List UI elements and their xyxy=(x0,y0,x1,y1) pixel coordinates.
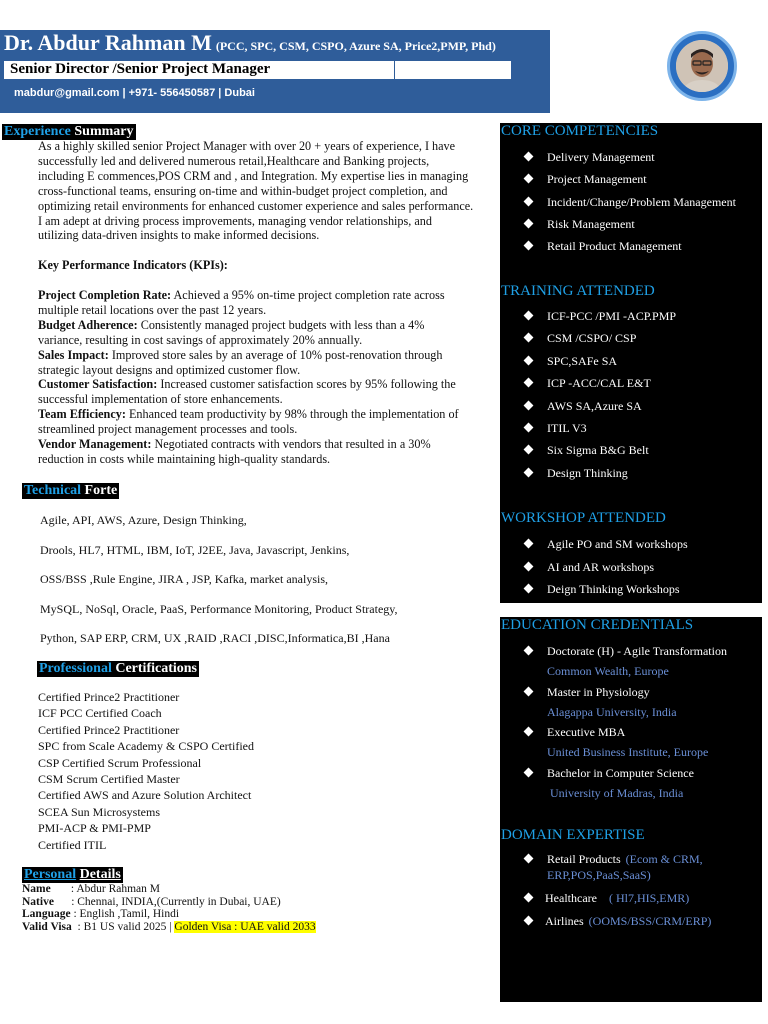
heading-accent: Technical xyxy=(24,483,82,498)
training-item xyxy=(525,354,617,369)
kpi-text: Negotiated contracts with vendors that resulted in a 30% xyxy=(151,437,431,452)
training-item-label: SPC,SAFe SA xyxy=(547,353,618,368)
education-item xyxy=(525,685,650,700)
summary-line: optimizing retail environments for enhanced customer experience and sales performance. xyxy=(38,198,474,213)
kpi-label: Project Completion Rate: xyxy=(38,288,172,302)
kpi-line xyxy=(38,377,498,392)
domain-expertise-heading: DOMAIN EXPERTISE xyxy=(501,827,645,843)
summary-line: As a highly skilled senior Project Manager with over 20 + years of experience, I have xyxy=(38,139,456,153)
tech-skill-line: MySQL, NoSql, Oracle, PaaS, Performance Monitoring, Product Strategy, xyxy=(40,601,398,616)
summary-line: I am adept at driving process improvements, managing vendor relationships, and xyxy=(38,213,432,228)
diamond-bullet-icon xyxy=(524,916,534,926)
kpi-text: strategic layout designs and optimized customer flow. xyxy=(38,362,301,377)
core-item-label: Delivery Management xyxy=(547,150,655,164)
kpi-label: Budget Adherence: xyxy=(38,317,138,332)
golden-visa-highlight: Golden Visa : UAE valid 2033 xyxy=(174,921,316,934)
personal-detail-label: Language xyxy=(22,908,71,921)
certification-item: SCEA Sun Microsystems xyxy=(38,804,161,819)
diamond-bullet-icon xyxy=(524,854,534,864)
personal-details-list xyxy=(22,883,316,934)
domain-detail: (OOMS/BSS/CRM/ERP) xyxy=(588,914,712,928)
education-degree: Master in Physiology xyxy=(547,684,650,699)
training-item xyxy=(525,466,628,481)
diamond-bullet-icon xyxy=(524,893,534,903)
summary-line: cross-functional teams, ensuring on-time and within-budget project completion, and xyxy=(38,183,448,198)
tech-skill-line: OSS/BSS ,Rule Engine, JIRA , JSP, Kafka, market analysis, xyxy=(40,572,329,587)
summary-line: including E commences,POS CRM and , and Integration. My expertise lies in managing xyxy=(38,168,469,183)
heading-rest: Certifications xyxy=(115,661,198,676)
diamond-bullet-icon xyxy=(524,311,534,321)
kpi-line xyxy=(38,318,498,333)
education-heading: EDUCATION CREDENTIALS xyxy=(501,617,694,633)
certification-item: Certified Prince2 Practitioner xyxy=(38,690,180,704)
kpi-line xyxy=(38,288,498,303)
education-school: Alagappa University, India xyxy=(547,704,677,719)
personal-detail-row xyxy=(22,883,316,896)
certification-item: Certified ITIL xyxy=(38,837,107,852)
training-item xyxy=(525,443,649,458)
kpi-text: Achieved a 95% on-time project completion rate across xyxy=(171,288,445,302)
workshop-heading: WORKSHOP ATTENDED xyxy=(501,510,666,526)
training-item xyxy=(525,376,651,391)
experience-summary-heading xyxy=(2,124,136,140)
diamond-bullet-icon xyxy=(524,333,534,343)
workshop-item xyxy=(525,582,680,597)
education-school: United Business Institute, Europe xyxy=(547,745,709,759)
training-item-label: ICF-PCC /PMI -ACP.PMP xyxy=(547,309,677,323)
education-degree: Executive MBA xyxy=(547,725,626,739)
technical-skills-list xyxy=(40,513,398,661)
diamond-bullet-icon xyxy=(524,445,534,455)
experience-summary-text xyxy=(38,139,498,243)
personal-detail-value: Chennai, INDIA,(Currently in Dubai, UAE) xyxy=(77,895,281,908)
personal-detail-value: English ,Tamil, Hindi xyxy=(79,908,180,921)
diamond-bullet-icon xyxy=(524,400,534,410)
core-item xyxy=(525,172,647,187)
kpi-label: Team Efficiency: xyxy=(38,407,126,422)
avatar xyxy=(667,31,737,101)
kpi-label: Customer Satisfaction: xyxy=(38,377,158,392)
credentials: (PCC, SPC, CSM, CSPO, Azure SA, Price2,PMP, Phd) xyxy=(215,39,496,53)
training-heading: TRAINING ATTENDED xyxy=(501,283,655,299)
personal-detail-row xyxy=(22,908,316,921)
kpi-line xyxy=(38,437,498,452)
technical-forte-heading xyxy=(22,483,119,499)
training-item xyxy=(525,421,587,436)
heading-accent: Professional xyxy=(39,661,112,676)
core-item xyxy=(525,150,655,165)
domain-item xyxy=(525,914,711,929)
kpi-line xyxy=(38,392,498,407)
domain-name: Airlines xyxy=(545,914,584,928)
workshop-item-label: AI and AR workshops xyxy=(547,559,654,574)
training-item-label: AWS SA,Azure SA xyxy=(547,398,642,413)
diamond-bullet-icon xyxy=(524,152,534,162)
kpi-text: multiple retail locations over the past 12 years. xyxy=(38,302,267,317)
personal-detail-separator: : xyxy=(70,908,80,921)
personal-detail-separator: : xyxy=(50,883,77,895)
kpi-text: reduction in costs while maintaining high-quality standards. xyxy=(38,451,331,466)
kpi-text: Increased customer satisfaction scores by 95% following the xyxy=(157,377,456,392)
kpi-text: variance, resulting in cost savings of approximately 20% annually. xyxy=(38,332,363,347)
name-line xyxy=(4,30,496,56)
kpi-text: Consistently managed project budgets with less than a 4% xyxy=(137,317,425,332)
diamond-bullet-icon xyxy=(524,378,534,388)
diamond-bullet-icon xyxy=(524,539,534,549)
certification-item: PMI-ACP & PMI-PMP xyxy=(38,821,151,836)
domain-detail: (Ecom & CRM, xyxy=(625,852,703,866)
personal-detail-row xyxy=(22,896,316,909)
kpi-line xyxy=(38,407,498,422)
tech-skill-line: Agile, API, AWS, Azure, Design Thinking, xyxy=(40,513,247,527)
personal-detail-value: B1 US valid 2025 | xyxy=(83,921,175,934)
personal-detail-label: Name xyxy=(22,883,51,895)
training-item-label: ICP -ACC/CAL E&T xyxy=(547,376,651,391)
kpi-line xyxy=(38,422,498,437)
workshop-item-label: Agile PO and SM workshops xyxy=(547,537,688,551)
diamond-bullet-icon xyxy=(524,218,534,228)
personal-detail-separator: : xyxy=(53,895,78,908)
education-item xyxy=(525,644,727,659)
profile-photo xyxy=(676,40,728,92)
domain-name-tail: s xyxy=(616,852,621,866)
kpi-text: Improved store sales by an average of 10% post-renovation through xyxy=(108,347,443,362)
kpi-list xyxy=(38,288,498,467)
certification-item: ICF PCC Certified Coach xyxy=(38,706,162,721)
education-degree: Doctorate (H) - Agile Transformation xyxy=(547,644,727,658)
certification-item: CSP Certified Scrum Professional xyxy=(38,755,202,770)
domain-item xyxy=(525,852,703,867)
tech-skill-line: Python, SAP ERP, CRM, UX ,RAID ,RACI ,DISC,Informatica,BI ,Hana xyxy=(40,631,390,646)
core-item-label: Retail Product Management xyxy=(547,239,682,254)
personal-detail-row xyxy=(22,921,316,934)
core-item xyxy=(525,217,635,232)
diamond-bullet-icon xyxy=(524,196,534,206)
diamond-bullet-icon xyxy=(524,584,534,594)
diamond-bullet-icon xyxy=(524,355,534,365)
certification-item: CSM Scrum Certified Master xyxy=(38,771,180,786)
title-box-extension xyxy=(395,61,511,79)
certification-item: Certified Prince2 Practitioner xyxy=(38,722,180,737)
kpi-line xyxy=(38,363,498,378)
certifications-list xyxy=(38,690,254,854)
education-item xyxy=(525,766,694,781)
core-competencies-heading: CORE COMPETENCIES xyxy=(501,123,659,139)
training-item xyxy=(525,309,676,324)
certification-item: Certified AWS and Azure Solution Architect xyxy=(38,788,252,803)
domain-detail-continued: ERP,POS,PaaS,SaaS) xyxy=(547,868,651,882)
core-item-label: Project Management xyxy=(547,172,647,187)
heading-accent: Experience xyxy=(4,124,71,139)
domain-item xyxy=(525,891,689,906)
contact-info: mabdur@gmail.com | +971- 556450587 | Dubai xyxy=(14,87,255,99)
education-item xyxy=(525,725,625,740)
heading-rest: Summary xyxy=(74,124,134,139)
personal-detail-value: Abdur Rahman M xyxy=(76,883,160,895)
summary-line: successfully led and delivered numerous retail,Healthcare and Banking projects, xyxy=(38,153,430,168)
training-item-label: Design Thinking xyxy=(547,465,628,480)
kpi-text: Enhanced team productivity by 98% through the implementation of xyxy=(125,407,459,422)
diamond-bullet-icon xyxy=(524,241,534,251)
training-item-label: Six Sigma B&G Belt xyxy=(547,443,649,458)
workshop-item-label: Deign Thinking Workshops xyxy=(547,582,680,596)
personal-detail-label: Valid Visa xyxy=(22,921,72,934)
personal-detail-label: Native xyxy=(22,895,54,908)
education-school: University of Madras, India xyxy=(547,785,684,800)
diamond-bullet-icon xyxy=(524,174,534,184)
training-item-label: ITIL V3 xyxy=(547,421,587,435)
training-item-label: CSM /CSPO/ CSP xyxy=(547,331,637,346)
core-item xyxy=(525,239,682,254)
diamond-bullet-icon xyxy=(524,561,534,571)
certifications-heading xyxy=(37,661,199,677)
diamond-bullet-icon xyxy=(524,686,534,696)
kpi-text: streamlined project management processes and tools. xyxy=(38,422,298,437)
diamond-bullet-icon xyxy=(524,727,534,737)
kpi-line xyxy=(38,303,498,318)
kpi-label: Sales Impact: xyxy=(38,347,109,362)
heading-rest: Details xyxy=(79,867,121,882)
domain-name: Retail Product xyxy=(547,852,616,866)
domain-name: Healthcare xyxy=(545,891,597,905)
education-degree: Bachelor in Computer Science xyxy=(547,765,694,780)
kpi-line xyxy=(38,452,498,467)
diamond-bullet-icon xyxy=(524,646,534,656)
training-item xyxy=(525,399,642,414)
kpi-text: successful implementation of store enhancements. xyxy=(38,392,283,407)
workshop-item xyxy=(525,537,688,552)
core-item-label: Risk Management xyxy=(547,216,635,231)
kpi-heading: Key Performance Indicators (KPIs): xyxy=(38,258,228,272)
domain-detail: ( Hl7,HIS,EMR) xyxy=(608,891,690,905)
workshop-item xyxy=(525,560,654,575)
diamond-bullet-icon xyxy=(524,767,534,777)
summary-line: utilizing data-driven insights to make informed decisions. xyxy=(38,228,320,243)
personal-details-heading xyxy=(22,867,123,883)
tech-skill-line: Drools, HL7, HTML, IBM, IoT, J2EE, Java, Javascript, Jenkins, xyxy=(40,542,350,557)
kpi-line xyxy=(38,348,498,363)
training-item xyxy=(525,331,636,346)
core-item xyxy=(525,195,736,210)
certification-item: SPC from Scale Academy & CSPO Certified xyxy=(38,739,254,754)
heading-rest: Forte xyxy=(84,483,118,498)
kpi-label: Vendor Management: xyxy=(38,437,152,452)
education-school: Common Wealth, Europe xyxy=(547,664,669,678)
personal-detail-separator: : xyxy=(71,921,84,934)
job-title: Senior Director /Senior Project Manager xyxy=(10,61,271,77)
heading-accent: Personal xyxy=(24,867,77,882)
diamond-bullet-icon xyxy=(524,423,534,433)
full-name: Dr. Abdur Rahman M xyxy=(4,30,212,55)
kpi-line xyxy=(38,333,498,348)
core-item-label: Incident/Change/Problem Management xyxy=(547,194,736,209)
diamond-bullet-icon xyxy=(524,467,534,477)
